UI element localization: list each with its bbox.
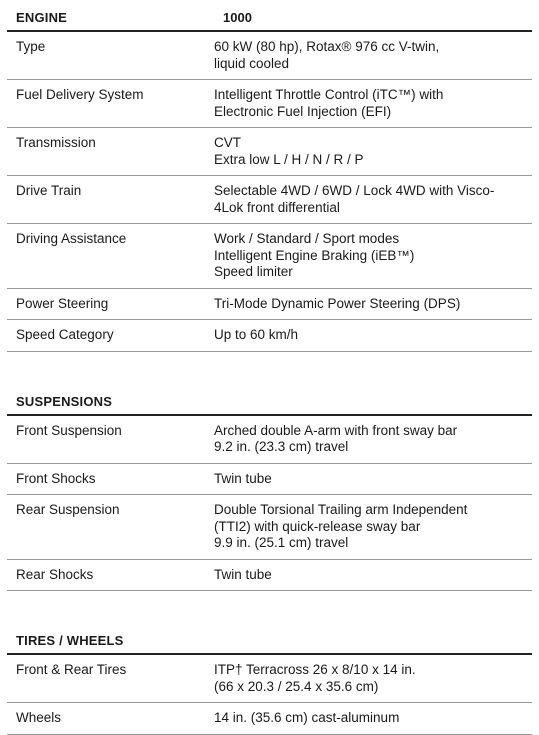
engine-rows — [7, 32, 532, 352]
spec-row — [7, 128, 532, 176]
suspensions-rows — [7, 416, 532, 592]
spec-value-line: 14 in. (35.6 cm) cast-aluminum — [214, 710, 400, 725]
spec-value — [214, 135, 532, 168]
spec-value — [214, 327, 532, 344]
section-title: SUSPENSIONS — [16, 393, 113, 409]
section-title: ENGINE — [16, 10, 68, 25]
spec-value-line: Intelligent Engine Braking (iEB™) — [214, 247, 415, 263]
spec-value — [214, 710, 532, 727]
spec-value-line: Speed limiter — [214, 264, 293, 279]
suspensions-section-header — [7, 391, 532, 416]
tires-wheels-rows — [7, 655, 532, 735]
spec-row — [7, 655, 532, 703]
spec-value-line: Extra low L / H / N / R / P — [214, 151, 364, 167]
spec-label: Type — [16, 39, 46, 54]
engine-section — [7, 0, 532, 352]
spec-value — [214, 183, 532, 216]
section-title: TIRES / WHEELS — [16, 633, 124, 648]
spec-value — [214, 502, 532, 552]
spec-value — [214, 567, 532, 584]
spec-value-line: (66 x 20.3 / 25.4 x 35.6 cm) — [214, 678, 379, 694]
spec-value-line: Arched double A-arm with front sway bar — [214, 422, 458, 438]
spec-value — [214, 87, 532, 120]
spec-row — [7, 560, 532, 592]
spec-label: Speed Category — [16, 327, 114, 342]
spec-row — [7, 80, 532, 128]
spec-value-line: CVT — [214, 135, 241, 150]
spec-row — [7, 32, 532, 80]
model-column-header: 1000 — [223, 10, 252, 25]
spec-value-line: Up to 60 km/h — [214, 327, 299, 342]
spec-label: Transmission — [16, 135, 96, 150]
tires-wheels-section — [7, 630, 532, 735]
spec-value-line: Work / Standard / Sport modes — [214, 231, 400, 246]
spec-value-line: 9.9 in. (25.1 cm) travel — [214, 535, 349, 550]
spec-row — [7, 495, 532, 560]
spec-value — [214, 471, 532, 488]
spec-value — [214, 39, 532, 72]
spec-value-line: Twin tube — [214, 566, 272, 582]
spec-sheet — [7, 0, 532, 735]
spec-label: Front & Rear Tires — [16, 662, 127, 677]
spec-label: Power Steering — [16, 295, 109, 311]
spec-row — [7, 320, 532, 352]
section-spacer — [7, 591, 532, 630]
spec-value — [214, 296, 532, 313]
spec-value-line: 60 kW (80 hp), Rotax® 976 cc V-twin, — [214, 39, 440, 54]
spec-value-line: Double Torsional Trailing arm Independent — [214, 502, 468, 517]
spec-label: Wheels — [16, 710, 62, 725]
spec-label: Front Shocks — [16, 470, 96, 486]
spec-value — [214, 231, 532, 281]
spec-value-line: 9.2 in. (23.3 cm) travel — [214, 439, 349, 454]
spec-label: Front Suspension — [16, 422, 122, 438]
spec-value-line: Electronic Fuel Injection (EFI) — [214, 103, 392, 119]
suspensions-section — [7, 391, 532, 592]
spec-value-line: Tri-Mode Dynamic Power Steering (DPS) — [214, 295, 461, 311]
section-spacer — [7, 352, 532, 391]
spec-label: Rear Shocks — [16, 566, 94, 582]
spec-row — [7, 176, 532, 224]
spec-value-line: Twin tube — [214, 470, 272, 486]
spec-value-line: Intelligent Throttle Control (iTC™) with — [214, 87, 444, 102]
spec-label: Fuel Delivery System — [16, 87, 144, 102]
spec-label: Rear Suspension — [16, 502, 120, 517]
spec-value — [214, 423, 532, 456]
spec-row — [7, 224, 532, 289]
spec-value — [214, 662, 532, 695]
spec-value-line: ITP† Terracross 26 x 8/10 x 14 in. — [214, 662, 416, 677]
spec-value-line: 4Lok front differential — [214, 199, 340, 215]
spec-label: Drive Train — [16, 183, 82, 198]
spec-value-line: liquid cooled — [214, 55, 290, 71]
spec-label: Driving Assistance — [16, 231, 127, 246]
spec-value-line: Selectable 4WD / 6WD / Lock 4WD with Visco- — [214, 183, 495, 198]
tires-wheels-section-header — [7, 630, 532, 655]
spec-row — [7, 703, 532, 735]
engine-section-header — [7, 0, 532, 32]
spec-value-line: (TTI2) with quick-release sway bar — [214, 518, 421, 534]
spec-row — [7, 464, 532, 496]
spec-row — [7, 289, 532, 321]
spec-row — [7, 416, 532, 464]
